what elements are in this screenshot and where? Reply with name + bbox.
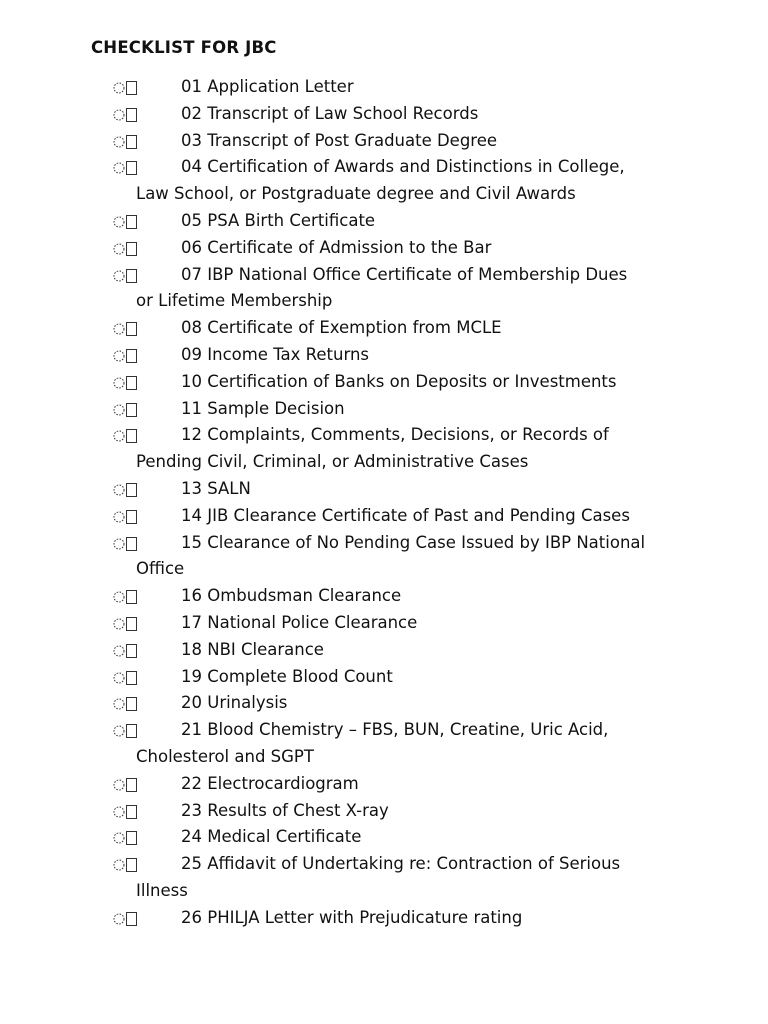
checklist-item: [112, 610, 712, 637]
checkbox-glyph-icon: [112, 315, 152, 342]
checkbox-glyph-icon: [112, 637, 152, 664]
checklist-item: [112, 717, 712, 771]
checklist-item-text: 02 Transcript of Law School Records: [181, 103, 479, 123]
checkbox-glyph-icon: [112, 101, 152, 128]
checklist-item-text: 03 Transcript of Post Graduate Degree: [181, 130, 498, 150]
checklist-item-text: 23 Results of Chest X-ray: [181, 800, 389, 820]
checkbox-glyph-icon: [112, 128, 152, 155]
checklist-item: [112, 637, 712, 664]
checklist-item: [112, 905, 712, 932]
checklist-item: [112, 422, 712, 476]
checkbox-glyph-icon: [112, 396, 152, 423]
checklist-item-text: 09 Income Tax Returns: [181, 344, 370, 364]
checklist: [112, 74, 712, 932]
checklist-item-text-continued: Pending Civil, Criminal, or Administrative Cases: [136, 452, 529, 472]
checkbox-glyph-icon: [112, 530, 152, 557]
checklist-item: [112, 690, 712, 717]
checkbox-glyph-icon: [112, 905, 152, 932]
checkbox-glyph-icon: [112, 422, 152, 449]
checkbox-glyph-icon: [112, 154, 152, 181]
checkbox-glyph-icon: [112, 690, 152, 717]
checklist-item: [112, 583, 712, 610]
checklist-item-text: 13 SALN: [181, 478, 251, 498]
checklist-item-text-continued: Office: [136, 559, 185, 579]
checklist-item: [112, 476, 712, 503]
checklist-item: [112, 664, 712, 691]
checkbox-glyph-icon: [112, 342, 152, 369]
checklist-item: [112, 101, 712, 128]
checklist-item: [112, 396, 712, 423]
checklist-item: [112, 369, 712, 396]
checklist-item: [112, 530, 712, 584]
checklist-item-text: 12 Complaints, Comments, Decisions, or Records of: [181, 425, 609, 445]
checklist-item: [112, 503, 712, 530]
checklist-item-text: 11 Sample Decision: [181, 398, 345, 418]
checklist-item-text: 16 Ombudsman Clearance: [181, 586, 402, 606]
checklist-item: [112, 128, 712, 155]
checklist-item-text: 22 Electrocardiogram: [181, 773, 359, 793]
checkbox-glyph-icon: [112, 610, 152, 637]
checkbox-glyph-icon: [112, 369, 152, 396]
checklist-item: [112, 851, 712, 905]
checklist-item: [112, 208, 712, 235]
checklist-item-text: 25 Affidavit of Undertaking re: Contraction of Serious: [181, 854, 621, 874]
checklist-item-text: 17 National Police Clearance: [181, 612, 418, 632]
checkbox-glyph-icon: [112, 583, 152, 610]
checklist-item-text: 08 Certificate of Exemption from MCLE: [181, 318, 502, 338]
checklist-item: [112, 771, 712, 798]
checklist-item-text: 01 Application Letter: [181, 77, 354, 96]
checkbox-glyph-icon: [112, 798, 152, 825]
checklist-item: [112, 342, 712, 369]
checklist-item-text-continued: Cholesterol and SGPT: [136, 746, 314, 766]
checklist-item-text: 24 Medical Certificate: [181, 827, 362, 847]
page-title: CHECKLIST FOR JBC: [91, 38, 277, 57]
checkbox-glyph-icon: [112, 235, 152, 262]
checkbox-glyph-icon: [112, 664, 152, 691]
checkbox-glyph-icon: [112, 74, 152, 101]
checklist-item-text-continued: or Lifetime Membership: [136, 291, 333, 311]
checkbox-glyph-icon: [112, 717, 152, 744]
checklist-item-text: 05 PSA Birth Certificate: [181, 210, 376, 230]
checklist-item-text: 18 NBI Clearance: [181, 639, 324, 659]
checklist-item: [112, 235, 712, 262]
checklist-item-text: 10 Certification of Banks on Deposits or Investments: [181, 371, 617, 391]
checklist-item-text: 20 Urinalysis: [181, 693, 288, 713]
checklist-item-text: 07 IBP National Office Certificate of Membership Dues: [181, 264, 628, 284]
checklist-item-text: 19 Complete Blood Count: [181, 666, 393, 686]
checklist-item: [112, 824, 712, 851]
checklist-item-text: 14 JIB Clearance Certificate of Past and Pending Cases: [181, 505, 630, 525]
checklist-item-text: 21 Blood Chemistry – FBS, BUN, Creatine, Uric Acid,: [181, 720, 609, 740]
checklist-item-text-continued: Law School, or Postgraduate degree and Civil Awards: [136, 184, 576, 204]
checklist-item: [112, 262, 712, 316]
checklist-item-text: 04 Certification of Awards and Distinctions in College,: [181, 157, 625, 177]
checklist-item: [112, 74, 712, 101]
checkbox-glyph-icon: [112, 262, 152, 289]
checkbox-glyph-icon: [112, 851, 152, 878]
checklist-item-text-continued: Illness: [136, 880, 188, 900]
checkbox-glyph-icon: [112, 476, 152, 503]
checklist-item: [112, 315, 712, 342]
checkbox-glyph-icon: [112, 771, 152, 798]
checkbox-glyph-icon: [112, 208, 152, 235]
checklist-item: [112, 798, 712, 825]
checklist-item-text: 15 Clearance of No Pending Case Issued by IBP National: [181, 532, 646, 552]
checkbox-glyph-icon: [112, 824, 152, 851]
checklist-item-text: 06 Certificate of Admission to the Bar: [181, 237, 492, 257]
checkbox-glyph-icon: [112, 503, 152, 530]
checklist-item-text: 26 PHILJA Letter with Prejudicature rating: [181, 907, 523, 927]
checklist-item: [112, 154, 712, 208]
